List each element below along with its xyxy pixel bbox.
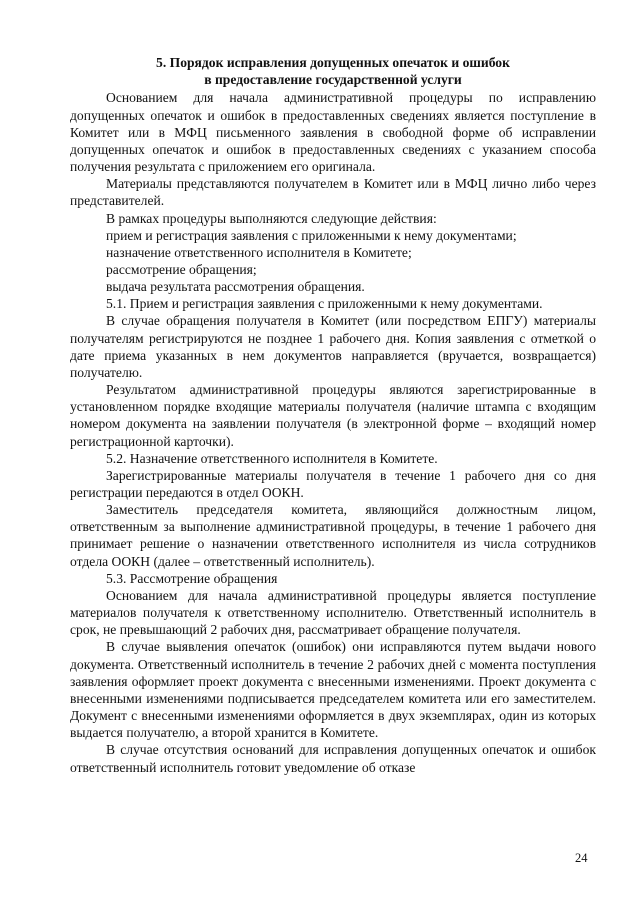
- paragraph-error-correction: В случае выявления опечаток (ошибок) они исправляются путем выдачи нового документа. Ответственный исполнитель в течение 2 рабочих дней с момента поступления заявления оформляет проект документа с внесенными изменениями. Проект документа с внесенными изменениями подписывается председателем комитета или его заместителем. Документ с внесенными изменениями оформляется в двух экземплярах, один из которых выдается получателю, а второй хранится в Комитете.: [70, 639, 596, 741]
- paragraph-action-reception: прием и регистрация заявления с приложенными к нему документами;: [106, 227, 517, 243]
- subsection-5-3-heading: 5.3. Рассмотрение обращения: [106, 570, 278, 586]
- paragraph-registration-result: Результатом административной процедуры являются зарегистрированные в установленном порядке входящие материалы получателя (наличие штампа с входящим номером документа на заявлении получателя (в электронной форме – входящий номер регистрационной карточки).: [70, 382, 596, 449]
- page-number: 24: [575, 851, 588, 865]
- paragraph-refusal-notice: В случае отсутствия оснований для исправления допущенных опечаток и ошибок ответственный исполнитель готовит уведомление об отказе: [70, 742, 596, 775]
- section-heading: [70, 54, 596, 88]
- paragraph-review-basis: Основанием для начала административной процедуры является поступление материалов получателя к ответственному исполнителю. Ответственный исполнитель в срок, не превышающий 2 рабочих дня, рассматривает обращение получателя.: [70, 587, 596, 638]
- paragraph-basis-for-procedure: Основанием для начала административной процедуры по исправлению допущенных опечаток и ошибок в предоставленных сведениях является поступление в Комитет или в МФЦ письменного заявления в свободной форме об исправлении допущенных опечаток и ошибок в предоставленных сведениях с указанием способа получения результата с приложением его оригинала.: [70, 90, 596, 175]
- paragraph-action-issue-result: выдача результата рассмотрения обращения.: [106, 279, 365, 295]
- subsection-5-1-heading: 5.1. Прием и регистрация заявления с приложенными к нему документами.: [106, 296, 543, 312]
- page-content: [70, 54, 596, 776]
- paragraph-materials-submission: Материалы представляются получателем в Комитет или в МФЦ лично либо через представителей.: [70, 176, 596, 209]
- paragraph-action-assignment: назначение ответственного исполнителя в Комитете;: [106, 244, 412, 260]
- section-heading-line-1: 5. Порядок исправления допущенных опечаток и ошибок: [156, 55, 510, 70]
- paragraph-transfer-to-department: Зарегистрированные материалы получателя в течение 1 рабочего дня со дня регистрации передаются в отдел ООКН.: [70, 467, 596, 500]
- paragraph-registration: В случае обращения получателя в Комитет (или посредством ЕПГУ) материалы получателям регистрируются не позднее 1 рабочего дня. Копия заявления с отметкой о дате приема указанных в нем документов направляется (вручается, возвращается) получателю.: [70, 313, 596, 380]
- paragraph-deputy-decision: Заместитель председателя комитета, являющийся должностным лицом, ответственным за выполнение административной процедуры, в течение 1 рабочего дня принимает решение о назначении ответственного исполнителя из числа сотрудников отдела ООКН (далее – ответственный исполнитель).: [70, 502, 596, 569]
- paragraph-action-review: рассмотрение обращения;: [106, 261, 257, 277]
- subsection-5-2-heading: 5.2. Назначение ответственного исполнителя в Комитете.: [106, 450, 438, 466]
- section-heading-line-2: в предоставление государственной услуги: [204, 72, 462, 88]
- paragraph-actions-intro: В рамках процедуры выполняются следующие действия:: [106, 210, 437, 226]
